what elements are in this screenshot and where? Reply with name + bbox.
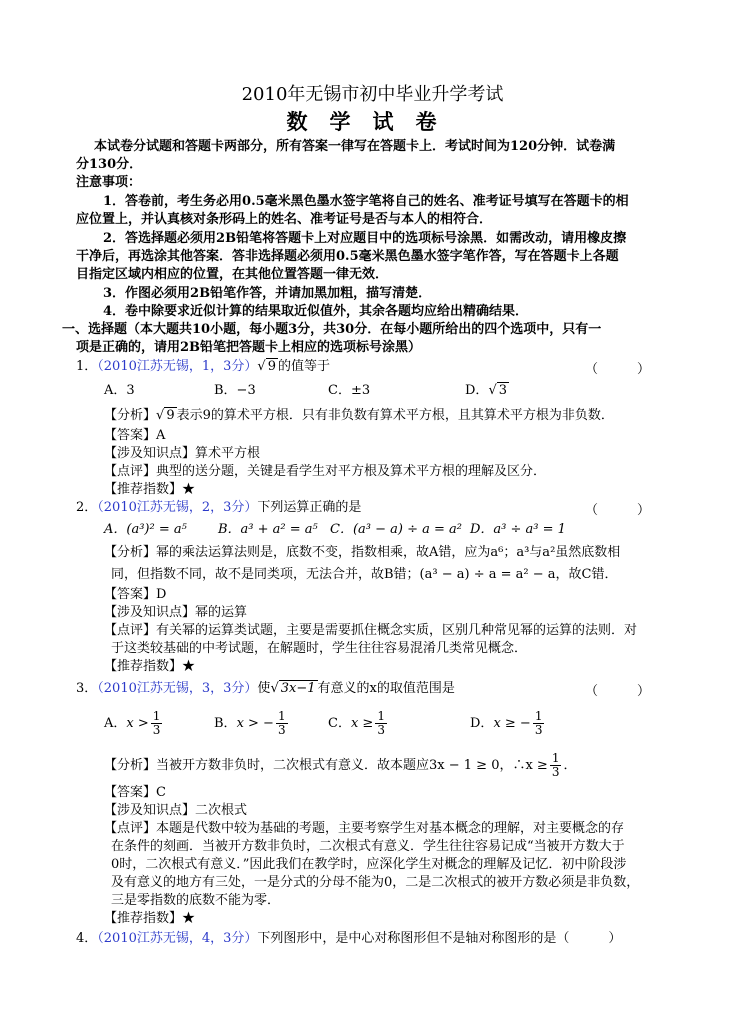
- q3-stem: 3．（2010江苏无锡，3，3分）使√ 3x−1 有意义的x的取值范围是: [76, 681, 455, 696]
- q2-comment-b: 于这类较基础的中考试题，在解题时，学生往往容易混淆几类常见概念．: [111, 641, 528, 656]
- q3-option-c-label: C．: [328, 716, 351, 731]
- q3-comment-a: 【点评】本题是代数中较为基础的考题，主要考察学生对基本概念的理解，对主要概念的存: [104, 821, 625, 836]
- q3-comment-e: 三是零指数的底数不能为零．: [111, 893, 281, 908]
- q3-option-d-rel: x ≥ −: [493, 716, 531, 731]
- q1-recommend: 【推荐指数】★: [104, 482, 196, 497]
- notice-4: 4．卷中除要求近似计算的结果取近似值外，其余各题均应给出精确结果．: [103, 304, 529, 319]
- q3-option-d-frac: [533, 710, 545, 737]
- q1-comment: 【点评】典型的送分题，关键是看学生对平方根及算术平方根的理解及区分．: [104, 464, 547, 479]
- q3-analysis-end: ．: [563, 758, 577, 773]
- q2-option-a: A．(a³)² = a⁵: [104, 522, 187, 537]
- q3-comment-b: 在条件的刻画．当被开方数非负时，二次根式有意义．学生往往容易记成“当被开方数大于: [111, 839, 625, 854]
- q2-stem-text: 下列运算正确的是: [257, 500, 362, 515]
- exam-subtitle: 数学试卷: [286, 109, 459, 134]
- q4-source: （2010江苏无锡，4，3分）: [97, 931, 258, 946]
- q3-option-c-num: 1: [377, 709, 385, 723]
- q2-stem: [76, 499, 361, 517]
- q2-comment-a: 【点评】有关幂的运算类试题，主要是需要抓住概念实质，区别几种常见幂的运算的法则．对: [104, 623, 638, 638]
- intro-line-1: 本试卷分试题和答题卡两部分，所有答案一律写在答题卡上．考试时间为120分钟．试卷满: [94, 139, 616, 154]
- q4-number: 4．: [76, 931, 98, 946]
- q3-option-d: [470, 710, 546, 738]
- q3-analysis-num: 1: [551, 751, 560, 765]
- q3-knowledge: 【涉及知识点】二次根式: [104, 803, 248, 818]
- q3-stem-text: 有意义的x的取值范围是: [317, 681, 455, 696]
- q3-option-a-den: 3: [152, 723, 161, 737]
- notice-heading: 注意事项：: [76, 175, 142, 190]
- q2-source: （2010江苏无锡，2，3分）: [97, 500, 258, 515]
- q3-option-d-den: 3: [534, 723, 543, 737]
- q2-answer: 【答案】D: [104, 587, 167, 602]
- q3-source: （2010江苏无锡，3，3分）: [97, 681, 258, 696]
- q3-option-b-den: 3: [277, 723, 286, 737]
- q3-option-d-label: D．: [470, 716, 494, 731]
- intro-line-2: 分130分．: [76, 157, 143, 172]
- q3-option-a: [104, 710, 164, 738]
- q3-option-a-rel: x >: [126, 716, 149, 731]
- q3-radicand: 3x−1: [280, 681, 316, 696]
- q3-answer-paren: （ ）: [585, 684, 651, 699]
- q1-knowledge: 【涉及知识点】算术平方根: [104, 446, 261, 461]
- notice-1a: 1．答卷前，考生务必用0.5毫米黑色墨水签字笔将自己的姓名、准考证号填写在答题卡的相: [103, 194, 629, 209]
- q1-option-d-radicand: 3: [498, 383, 508, 398]
- q3-option-c: [328, 710, 389, 738]
- notice-2b: 干净后，再选涂其他答案．答非选择题必须用0.5毫米黑色墨水签字笔作答，写在答题卡上各题: [76, 249, 619, 264]
- q3-analysis: [104, 752, 576, 780]
- q3-comment-c: 0时，二次根式有意义．”因此我们在教学时，应深化学生对概念的理解及记忆．初中阶段涉: [111, 857, 627, 872]
- q1-option-d: D．√ 3: [465, 383, 508, 398]
- q1-radicand: 9: [267, 359, 276, 374]
- section1-heading-a: 一、选择题（本大题共10小题，每小题3分，共30分．在每小题所给出的四个选项中，只有一: [62, 322, 602, 337]
- q3-option-b-frac: [276, 710, 288, 737]
- q1-option-c: C．±3: [328, 383, 371, 398]
- q1-answer-paren: （ ）: [585, 362, 651, 377]
- section1-heading-b: 项是正确的，请用2B铅笔把答题卡上相应的选项标号涂黑）: [76, 340, 422, 355]
- q1-option-a: A．3: [104, 383, 135, 398]
- q3-analysis-den: 3: [551, 765, 560, 779]
- q3-number: 3．: [76, 681, 98, 696]
- q2-number: 2．: [76, 500, 98, 515]
- notice-2a: 2．答选择题必须用2B铅笔将答题卡上对应题目中的选项标号涂黑．如需改动，请用橡皮擦: [103, 231, 627, 246]
- q1-number: 1．: [76, 359, 98, 374]
- q4-stem-text: 下列图形中，是中心对称图形但不是轴对称图形的是（ ）: [257, 931, 622, 946]
- q2-analysis-a: 【分析】幂的乘法运算法则是，底数不变，指数相乘，故A错，应为a⁶；a³与a²虽然底数相: [104, 545, 621, 560]
- q3-option-b: [214, 710, 290, 738]
- q3-option-b-label: B．: [214, 716, 237, 731]
- q1-stem: 1．（2010江苏无锡，1，3分）√ 9 的值等于: [76, 359, 331, 374]
- q1-source: （2010江苏无锡，1，3分）: [97, 359, 258, 374]
- q3-analysis-frac: [550, 752, 562, 779]
- q3-option-d-num: 1: [534, 709, 543, 723]
- q1-analysis-label: 【分析】: [104, 408, 157, 423]
- q2-option-d: D．a³ ÷ a³ = 1: [470, 522, 566, 537]
- q3-recommend: 【推荐指数】★: [104, 911, 196, 926]
- q1-option-d-label: D．: [465, 383, 489, 398]
- q2-option-c: C．(a³ − a) ÷ a = a²: [330, 522, 462, 537]
- notice-2c: 目指定区域内相应的位置，在其他位置答题一律无效．: [76, 267, 389, 282]
- q3-option-a-frac: [151, 710, 163, 737]
- q3-analysis-text: 【分析】当被开方数非负时，二次根式有意义．故本题应3x − 1 ≥ 0，∴x ≥: [104, 758, 548, 773]
- q3-option-c-den: 3: [377, 723, 385, 737]
- q2-analysis-b: 同，但指数不同，故不是同类项，无法合并，故B错；(a³ − a) ÷ a = a² − a，故C错．: [111, 567, 618, 582]
- q3-option-a-label: A．: [104, 716, 127, 731]
- q2-option-b: B．a³ + a² = a⁵: [218, 522, 318, 537]
- q1-analysis: 【分析】√ 9 表示9的算术平方根．只有非负数有算术平方根，且其算术平方根为非负数．: [104, 408, 614, 423]
- q1-stem-text: 的值等于: [278, 359, 331, 374]
- exam-title: 2010年无锡市初中毕业升学考试: [241, 84, 504, 105]
- q3-option-b-num: 1: [277, 709, 286, 723]
- notice-3: 3．作图必须用2B铅笔作答，并请加黑加粗，描写清楚．: [103, 286, 432, 301]
- q3-option-c-rel: x ≥: [350, 716, 374, 731]
- q2-answer-paren: （ ）: [585, 503, 651, 518]
- q3-option-c-frac: [375, 710, 387, 737]
- q3-stem-pre: 使: [257, 681, 271, 696]
- q2-knowledge: 【涉及知识点】幂的运算: [104, 605, 248, 620]
- q1-analysis-radicand: 9: [166, 408, 175, 423]
- notice-1b: 应位置上，并认真核对条形码上的姓名、准考证号是否与本人的相符合．: [76, 212, 493, 227]
- q1-answer: 【答案】A: [104, 428, 166, 443]
- q3-answer: 【答案】C: [104, 785, 166, 800]
- q2-recommend: 【推荐指数】★: [104, 659, 196, 674]
- q1-option-b: B．−3: [214, 383, 256, 398]
- q3-option-a-num: 1: [152, 709, 161, 723]
- q3-option-b-rel: x > −: [236, 716, 274, 731]
- q1-analysis-text: 表示9的算术平方根．只有非负数有算术平方根，且其算术平方根为非负数．: [176, 408, 614, 423]
- q4-stem: [76, 930, 621, 948]
- q3-comment-d: 及有意义的地方有三处，一是分式的分母不能为0，二是二次根式的被开方数必须是非负数，: [111, 875, 640, 890]
